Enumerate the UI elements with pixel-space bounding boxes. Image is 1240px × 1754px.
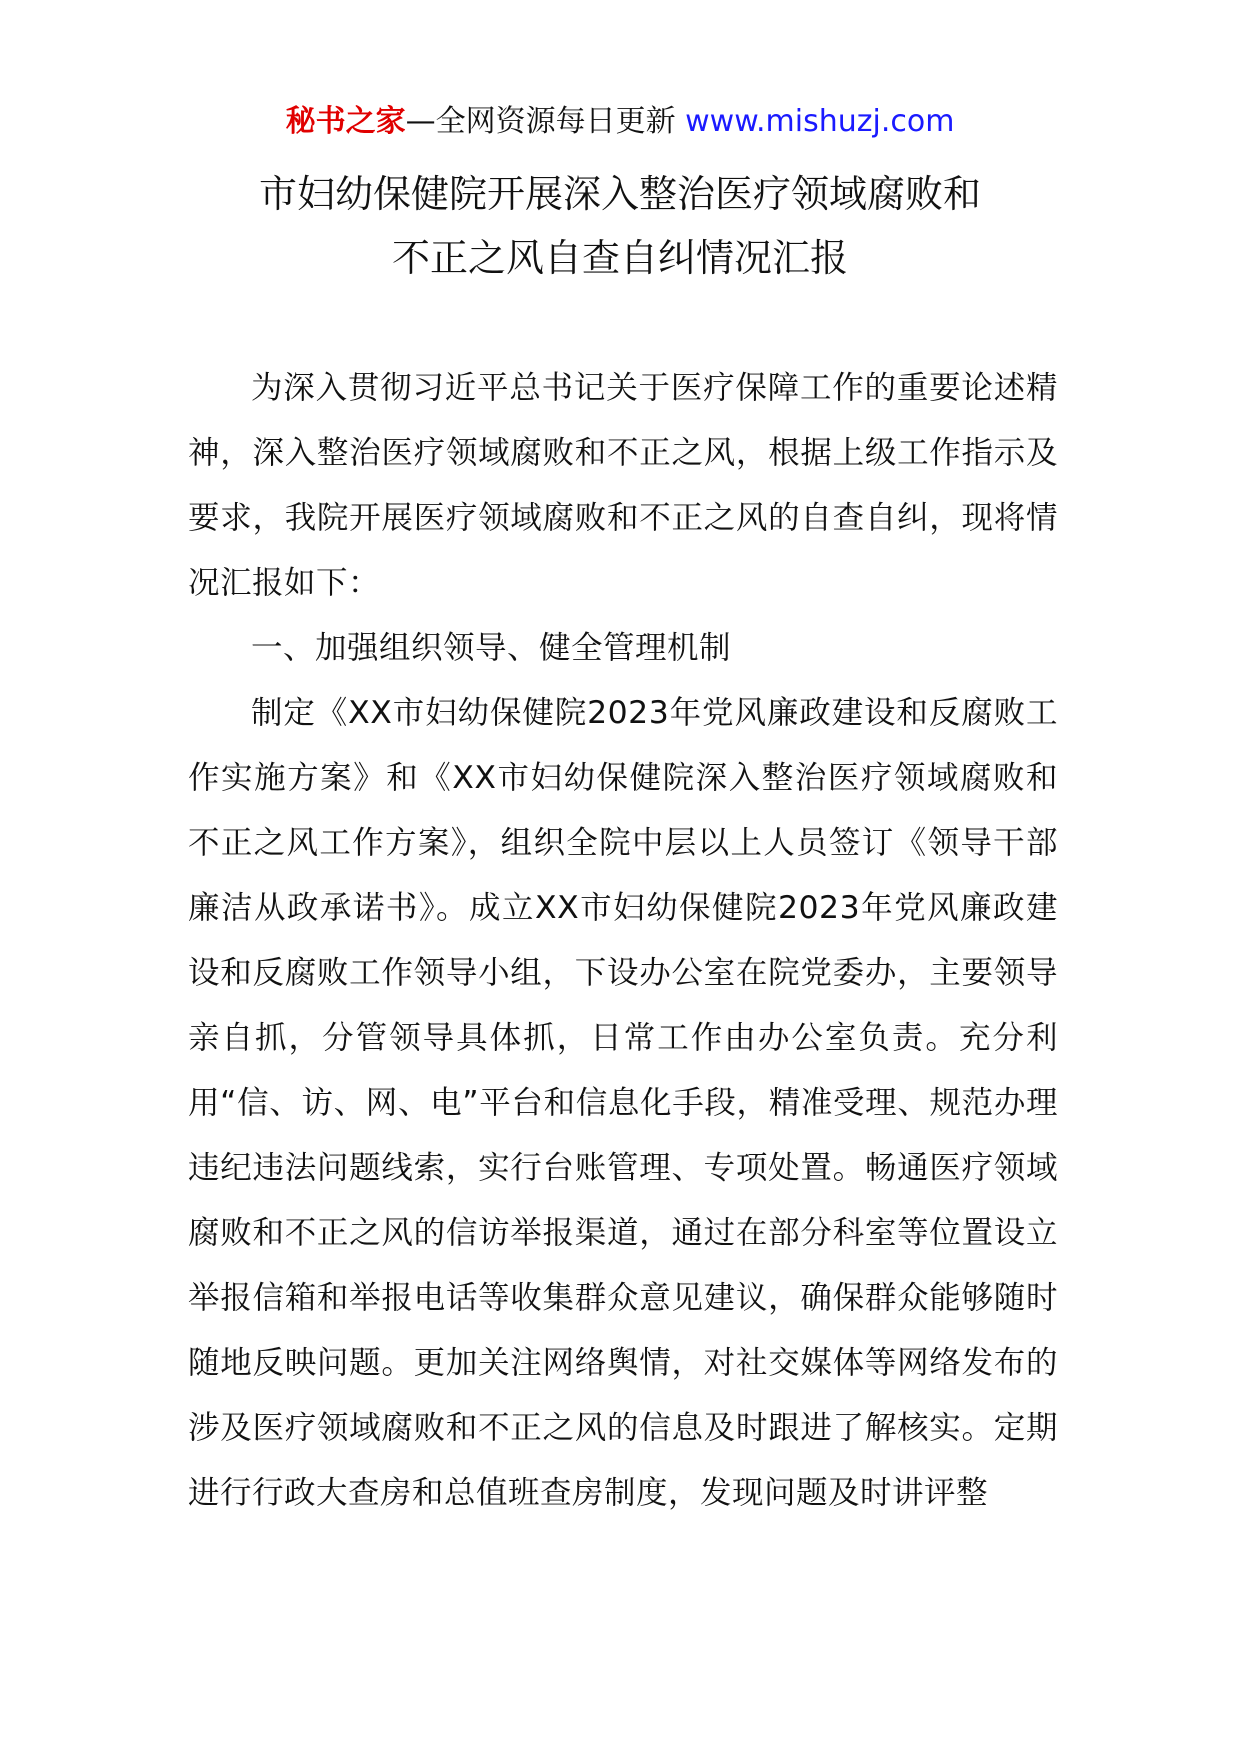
brand-name: 秘书之家: [285, 104, 406, 139]
title-line-2: 不正之风自查自纠情况汇报: [391, 236, 848, 280]
site-url-link[interactable]: www.mishuzj.com: [685, 104, 955, 139]
site-banner: [0, 100, 1240, 144]
section-1-heading: 一、加强组织领导、健全管理机制: [251, 630, 732, 666]
document-body: [188, 356, 1058, 1526]
intro-paragraph: 为深入贯彻习近平总书记关于医疗保障工作的重要论述精神，深入整治医疗领域腐败和不正之风，根据上级工作指示及要求，我院开展医疗领域腐败和不正之风的自查自纠，现将情况汇报如下：: [188, 370, 1058, 601]
section-1-paragraph: 制定《XX市妇幼保健院2023年党风廉政建设和反腐败工作实施方案》和《XX市妇幼保健院深入整治医疗领域腐败和不正之风工作方案》，组织全院中层以上人员签订《领导干部廉洁从政承诺书》。成立XX市妇幼保健院2023年党风廉政建设和反腐败工作领导小组，下设办公室在院党委办，主要领导亲自抓，分管领导具体抓，日常工作由办公室负责。充分利用“信、访、网、电”平台和信息化手段，精准受理、规范办理违纪违法问题线索，实行台账管理、专项处置。畅通医疗领域腐败和不正之风的信访举报渠道，通过在部分科室等位置设立举报信箱和举报电话等收集群众意见建议，确保群众能够随时随地反映问题。更加关注网络舆情，对社交媒体等网络发布的涉及医疗领域腐败和不正之风的信息及时跟进了解核实。定期进行行政大查房和总值班查房制度，发现问题及时讲评整: [188, 695, 1058, 1511]
title-line-1: 市妇幼保健院开展深入整治医疗领域腐败和: [258, 172, 981, 216]
brand-tagline: —全网资源每日更新: [405, 104, 676, 139]
document-title: [0, 162, 1240, 290]
